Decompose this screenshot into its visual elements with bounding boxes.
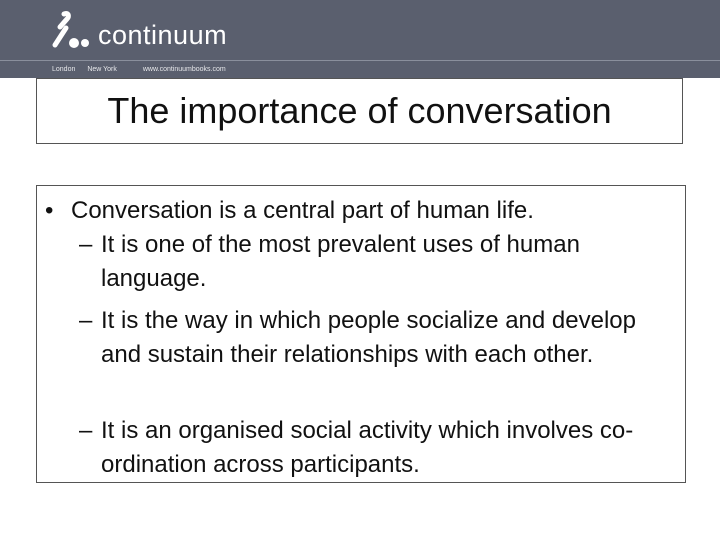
sub-bullet-marker: – (79, 231, 93, 258)
publisher-url[interactable]: www.continuumbooks.com (142, 66, 226, 73)
banner-divider (0, 60, 720, 61)
city-london: London (52, 66, 76, 73)
bullet-text: Conversation is a central part of human life. (71, 197, 534, 224)
sub-bullet-item (79, 304, 679, 372)
continuum-logo-icon (50, 10, 90, 50)
brand-name: continuum (98, 20, 228, 50)
bullet-marker: • (45, 197, 54, 224)
slide-title: The importance of conversation (107, 90, 612, 131)
sub-bullet-marker: – (79, 307, 93, 334)
city-new-york: New York (87, 66, 117, 73)
sub-bullet-text: It is the way in which people socialize and develop and sustain their relationships with each other. (101, 307, 636, 368)
sub-bullet-marker: – (79, 417, 93, 444)
bullet-item (45, 194, 534, 228)
sub-bullet-item (79, 414, 679, 482)
publisher-banner (0, 0, 720, 78)
content-box (36, 185, 686, 483)
sub-bullet-text: It is an organised social activity which involves co-ordination across participants. (101, 417, 634, 478)
sub-bullet-item (79, 228, 679, 296)
title-box (36, 78, 683, 144)
banner-footer (52, 66, 236, 73)
sub-bullet-text: It is one of the most prevalent uses of human language. (101, 231, 580, 292)
